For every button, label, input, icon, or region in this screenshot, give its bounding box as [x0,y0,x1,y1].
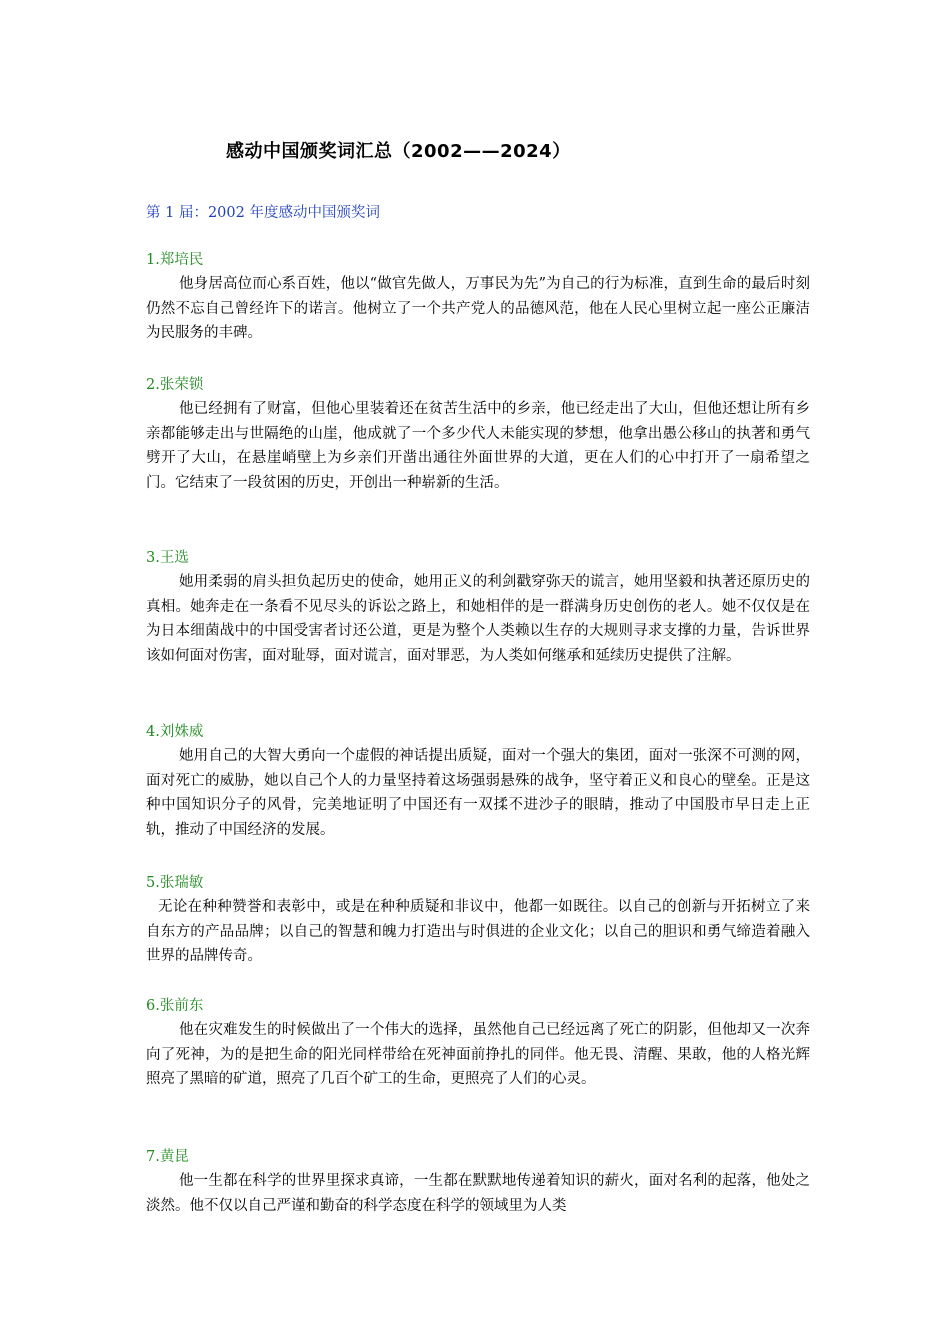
entry-name: 1.郑培民 [146,252,204,268]
award-entry [146,1147,810,1218]
entry-text: 无论在种种赞誉和表彰中，或是在种种质疑和非议中，他都一如既往。以自己的创新与开拓树立了来自东方的产品品牌；以自己的智慧和魄力打造出与时俱进的企业文化；以自己的胆识和勇气缔造着融入世界的品牌传奇。 [146,899,810,964]
entry-name: 6.张前东 [146,998,204,1014]
section-heading: 第 1 届：2002 年度感动中国颁奖词 [146,205,380,221]
entry-name: 4.刘姝威 [146,724,204,740]
entry-name: 5.张瑞敏 [146,875,204,891]
entry-text: 她用柔弱的肩头担负起历史的使命，她用正义的利剑戳穿弥天的谎言，她用坚毅和执著还原历史的真相。她奔走在一条看不见尽头的诉讼之路上，和她相伴的是一群满身历史创伤的老人。她不仅仅是在为日本细菌战中的中国受害者讨还公道，更是为整个人类赖以生存的大规则寻求支撑的力量，告诉世界该如何面对伤害，面对耻辱，面对谎言，面对罪恶，为人类如何继承和延续历史提供了注解。 [146,574,810,664]
entry-text: 他一生都在科学的世界里探求真谛，一生都在默默地传递着知识的薪火，面对名利的起落，他处之淡然。他不仅以自己严谨和勤奋的科学态度在科学的领域里为人类 [146,1173,810,1214]
award-entry [146,548,810,668]
entry-text: 她用自己的大智大勇向一个虚假的神话提出质疑，面对一个强大的集团，面对一张深不可测的网，面对死亡的威胁，她以自己个人的力量坚持着这场强弱悬殊的战争，坚守着正义和良心的壁垒。正是这种中国知识分子的风骨，完美地证明了中国还有一双揉不进沙子的眼睛，推动了中国股市早日走上正轨，推动了中国经济的发展。 [146,748,810,838]
entry-text: 他在灾难发生的时候做出了一个伟大的选择，虽然他自己已经远离了死亡的阴影，但他却又一次奔向了死神，为的是把生命的阳光同样带给在死神面前挣扎的同伴。他无畏、清醒、果敢，他的人格光辉照亮了黑暗的矿道，照亮了几百个矿工的生命，更照亮了人们的心灵。 [146,1022,810,1087]
entry-name: 7.黄昆 [146,1149,189,1165]
award-entry [146,873,810,969]
award-entry [146,722,810,842]
entry-name: 2.张荣锁 [146,377,204,393]
entry-text: 他身居高位而心系百姓，他以“做官先做人，万事民为先”为自己的行为标准，直到生命的最后时刻仍然不忘自己曾经许下的诺言。他树立了一个共产党人的品德风范，他在人民心里树立起一座公正廉洁为民服务的丰碑。 [146,276,810,341]
entry-text: 他已经拥有了财富，但他心里装着还在贫苦生活中的乡亲，他已经走出了大山，但他还想让所有乡亲都能够走出与世隔绝的山崖，他成就了一个多少代人未能实现的梦想，他拿出愚公移山的执著和勇气劈开了大山，在悬崖峭壁上为乡亲们开凿出通往外面世界的大道，更在人们的心中打开了一扇希望之门。它结束了一段贫困的历史，开创出一种崭新的生活。 [146,401,810,491]
document-title: 感动中国颁奖词汇总（2002——2024） [226,141,571,162]
award-entry [146,375,810,495]
entry-name: 3.王选 [146,550,189,566]
award-entry [146,250,810,346]
award-entry [146,996,810,1092]
